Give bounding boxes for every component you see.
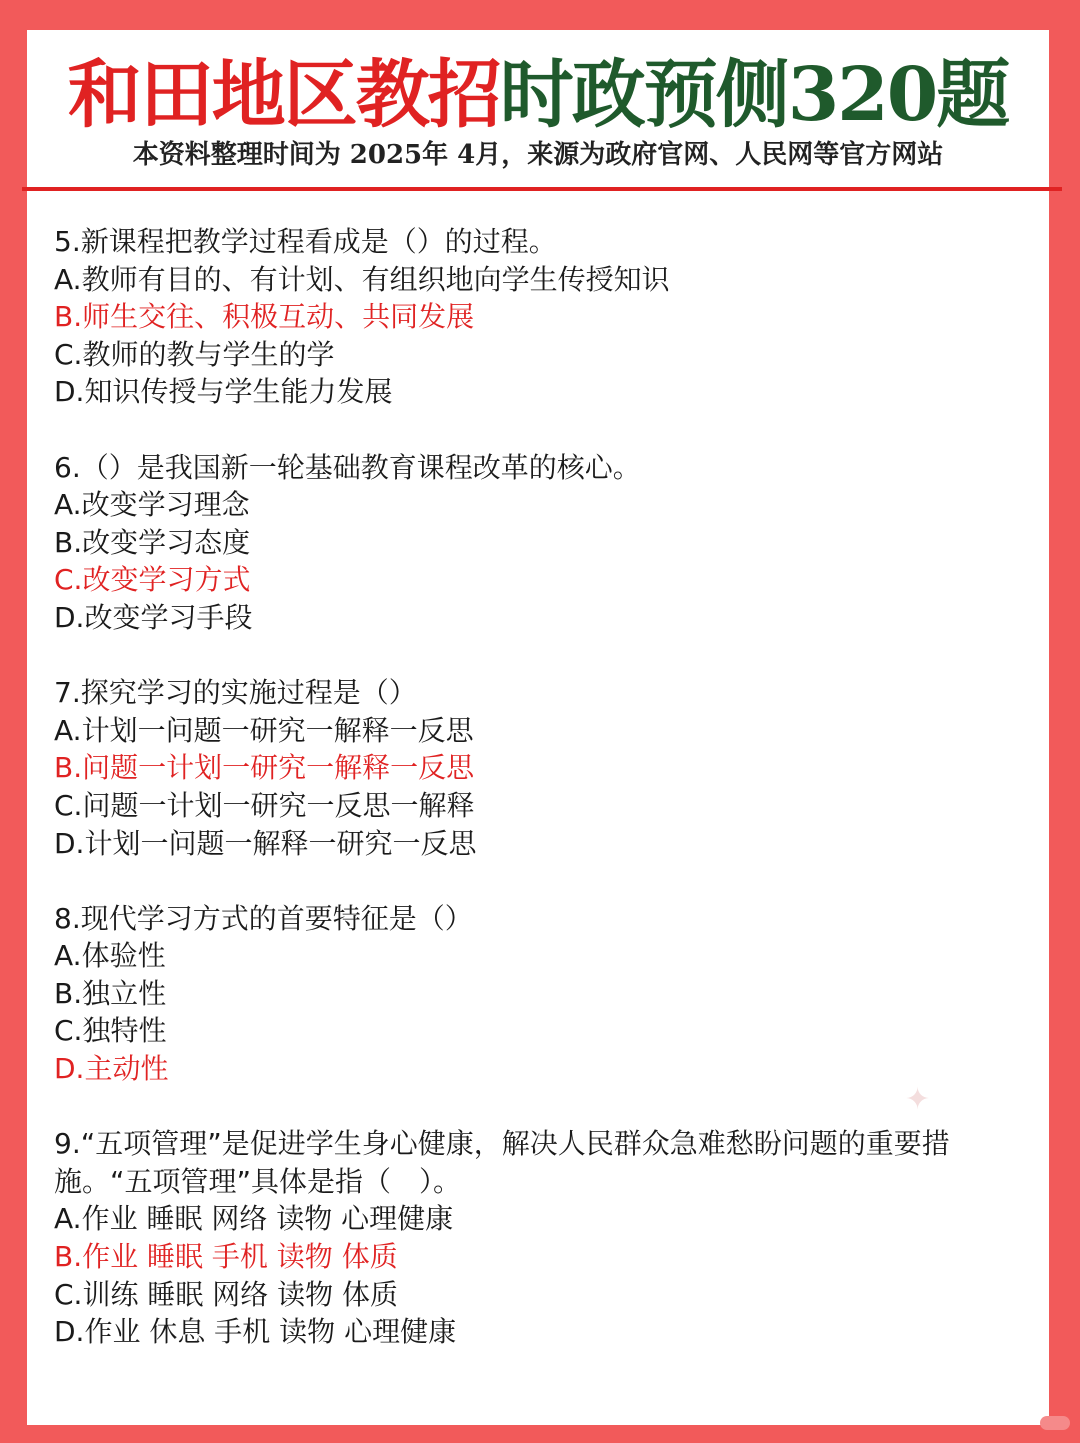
option-b-correct: B.师生交往、积极互动、共同发展 <box>54 300 475 334</box>
option-b-correct: B.问题一计划一研究一解释一反思 <box>54 751 475 785</box>
question-6 <box>54 449 1029 637</box>
option-d: D.作业 休息 手机 读物 心理健康 <box>54 1315 457 1349</box>
option-a: A.教师有目的、有计划、有组织地向学生传授知识 <box>54 262 670 296</box>
option-c: C.问题一计划一研究一反思一解释 <box>54 788 475 822</box>
question-stem: 8.现代学习方式的首要特征是（） <box>54 901 473 935</box>
watermark-icon <box>1040 1416 1070 1430</box>
title-green-part: 时政预侧320题 <box>499 52 1009 138</box>
option-a: A.计划一问题一研究一解释一反思 <box>54 713 474 747</box>
question-5 <box>54 223 1029 411</box>
question-8 <box>54 900 1029 1088</box>
option-b-correct: B.作业 睡眠 手机 读物 体质 <box>54 1240 398 1274</box>
option-d: D.改变学习手段 <box>54 600 253 634</box>
option-b: B.独立性 <box>54 976 167 1010</box>
option-b: B.改变学习态度 <box>54 525 251 559</box>
question-stem: 7.探究学习的实施过程是（） <box>54 676 417 710</box>
option-c: C.独特性 <box>54 1014 167 1048</box>
title-red-part: 和田地区教招 <box>67 52 500 138</box>
option-d-correct: D.主动性 <box>54 1052 169 1086</box>
option-d: D.计划一问题一解释一研究一反思 <box>54 826 477 860</box>
title-divider <box>22 187 1062 191</box>
option-c: C.教师的教与学生的学 <box>54 337 335 371</box>
option-a: A.改变学习理念 <box>54 488 250 522</box>
option-d: D.知识传授与学生能力发展 <box>54 375 393 409</box>
question-stem: 6.（）是我国新一轮基础教育课程改革的核心。 <box>54 450 641 484</box>
question-card <box>27 30 1049 1425</box>
sparkle-icon: ✦ <box>905 1082 931 1117</box>
page-title <box>27 50 1049 140</box>
option-c-correct: C.改变学习方式 <box>54 563 251 597</box>
page-subtitle: 本资料整理时间为 2025年 4月，来源为政府官网、人民网等官方网站 <box>132 140 944 170</box>
question-9 <box>54 1125 1029 1351</box>
question-stem: 5.新课程把教学过程看成是（）的过程。 <box>54 225 557 258</box>
option-c: C.训练 睡眠 网络 读物 体质 <box>54 1277 399 1311</box>
option-a: A.作业 睡眠 网络 读物 心理健康 <box>54 1202 454 1236</box>
question-list <box>54 223 1029 1388</box>
option-a: A.体验性 <box>54 939 166 973</box>
question-stem: 9.“五项管理”是促进学生身心健康，解决人民群众急难愁盼问题的重要措施。“五项管理”具体是指（ ）。 <box>54 1127 950 1198</box>
question-7 <box>54 674 1029 862</box>
